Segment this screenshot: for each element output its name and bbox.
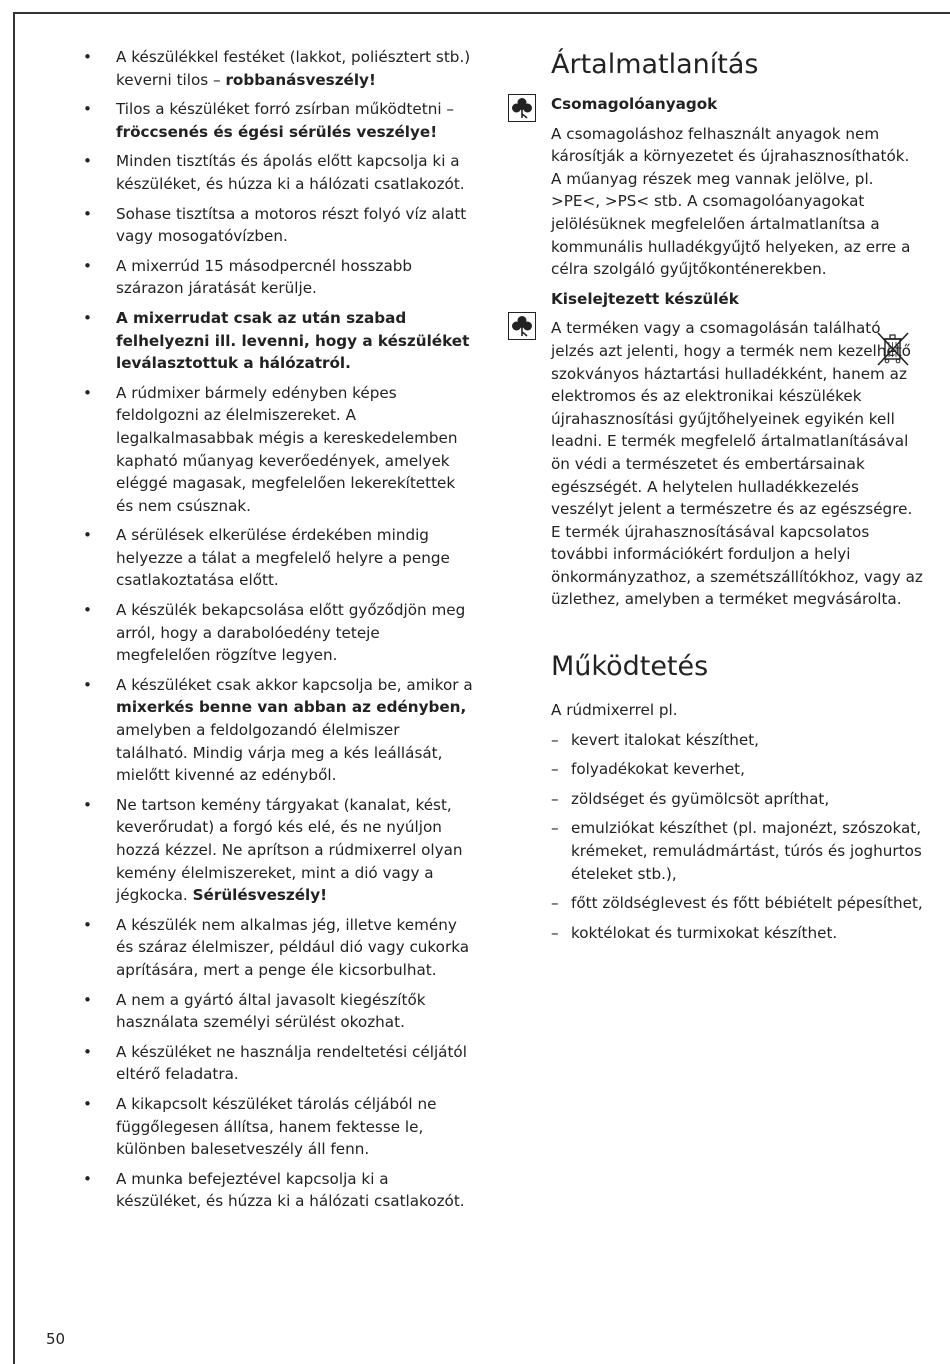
operation-item-text: főtt zöldséglevest és főtt bébiételt pépesíthet, <box>571 894 923 913</box>
list-item <box>80 150 475 195</box>
right-column <box>551 46 923 951</box>
bullet-marker: • <box>83 1094 92 1113</box>
bullet-marker: • <box>83 204 92 223</box>
list-item <box>80 307 475 375</box>
page-border-left <box>13 12 15 1364</box>
list-item <box>551 758 923 781</box>
dash-marker: – <box>551 894 559 913</box>
packaging-paragraph: A csomagoláshoz felhasznált anyagok nem károsítják a környezetet és újrahasznosíthatók. A műanyag részek meg vannak jelölve, pl. >PE<, >PS< stb. A csomagolóanyagokat jelölésüknek megfelelően ártalmatlanítsa a kommunális hulladékgyűjtő helyeken, az erre a célra szolgáló gyűjtőkonténerekben. <box>551 124 911 279</box>
operation-item-text: zöldséget és gyümölcsöt apríthat, <box>571 789 830 808</box>
discarded-device-subheading: Kiselejtezett készülék <box>551 289 739 308</box>
instruction-text: Ne tartson kemény tárgyakat (kanalat, kést, keverőrudat) a forgó kés elé, és ne nyúljon hozzá kézzel. Ne aprítson a rúdmixerrel olyan kemény élelmiszereket, mint a dió vagy a jégkocka. <box>116 795 463 905</box>
bullet-marker: • <box>83 526 92 545</box>
dash-marker: – <box>551 760 559 779</box>
list-item <box>80 255 475 300</box>
operation-list <box>551 729 923 945</box>
operation-item-text: emulziókat készíthet (pl. majonézt, szószokat, krémeket, remuládmártást, túrós és joghurtos ételeket stb.), <box>571 819 922 883</box>
bullet-marker: • <box>83 100 92 119</box>
dash-marker: – <box>551 923 559 942</box>
list-item <box>551 817 923 885</box>
instruction-text: A rúdmixer bármely edényben képes feldolgozni az élelmiszereket. A legalkalmasabbak mégis a kereskedelemben kapható műanyag keverőedények, amelyek eléggé magasak, megfelelően lekerekítettek és nem csúsznak. <box>116 383 458 515</box>
dash-marker: – <box>551 819 559 838</box>
packaging-subheading: Csomagolóanyagok <box>551 95 718 113</box>
instruction-text: A kikapcsolt készüléket tárolás céljából ne függőlegesen állítsa, hanem fektesse le, különben balesetveszély áll fenn. <box>116 1094 437 1159</box>
list-item <box>80 989 475 1034</box>
instruction-text: Minden tisztítás és ápolás előtt kapcsolja ki a készüléket, és húzza ki a hálózati csatlakozót. <box>116 152 465 193</box>
list-item <box>551 729 923 752</box>
bullet-marker: • <box>83 1042 92 1061</box>
warning-text: Sérülésveszély! <box>192 886 328 905</box>
instruction-text: A készülék nem alkalmas jég, illetve kemény és száraz élelmiszer, például dió vagy cukorka aprítására, mert a penge éle kicsorbulhat. <box>116 915 470 979</box>
bullet-marker: • <box>83 1169 92 1188</box>
bullet-marker: • <box>83 990 92 1009</box>
operation-heading: Működtetés <box>551 651 709 683</box>
instruction-text: Tilos a készüléket forró zsírban működtetni – <box>116 100 454 119</box>
instruction-text: A készüléket csak akkor kapcsolja be, amikor a <box>116 675 473 694</box>
dash-marker: – <box>551 730 559 749</box>
warning-text: robbanásveszély! <box>225 70 376 89</box>
disposal-heading: Ártalmatlanítás <box>551 49 759 80</box>
instruction-text: A sérülések elkerülése érdekében mindig helyezze a tálat a megfelelő helyre a penge csatlakoztatása előtt. <box>116 526 450 590</box>
instruction-text: A munka befejeztével kapcsolja ki a készüléket, és húzza ki a hálózati csatlakozót. <box>116 1169 465 1211</box>
bullet-marker: • <box>83 675 92 694</box>
operation-item-text: kevert italokat készíthet, <box>571 730 759 749</box>
page-border-top <box>13 12 950 14</box>
clover-icon <box>508 312 536 340</box>
operation-intro: A rúdmixerrel pl. <box>551 701 678 720</box>
safety-instructions-column <box>80 46 475 1220</box>
list-item <box>80 524 475 592</box>
warning-text: mixerkés benne van abban az edényben, <box>116 698 467 717</box>
list-item <box>551 788 923 811</box>
instruction-text: amelyben a feldolgozandó élelmiszer található. Mindig várja meg a kés leállását, mielőtt kivenné az edényből. <box>116 721 443 785</box>
instruction-text: A nem a gyártó által javasolt kiegészítők használata személyi sérülést okozhat. <box>116 990 426 1032</box>
instruction-text: Sohase tisztítsa a motoros részt folyó víz alatt vagy mosogatóvízben. <box>116 204 467 246</box>
bullet-marker: • <box>83 795 92 814</box>
safety-bullet-list <box>80 46 475 1213</box>
list-item <box>80 203 475 248</box>
list-item <box>80 98 475 143</box>
operation-item-text: koktélokat és turmixokat készíthet. <box>571 923 838 942</box>
clover-icon <box>508 94 536 122</box>
instruction-text: A készülékkel festéket (lakkot, poliésztert stb.) keverni tilos – <box>116 48 471 89</box>
bullet-marker: • <box>83 308 92 327</box>
list-item <box>80 46 475 91</box>
list-item <box>80 1041 475 1086</box>
list-item <box>80 599 475 667</box>
warning-text: A mixerrudat csak az után szabad felhelyezni ill. levenni, hogy a készüléket leválasztottuk a hálózatról. <box>116 308 470 373</box>
bullet-marker: • <box>83 915 92 934</box>
bullet-marker: • <box>83 48 92 66</box>
warning-text: fröccsenés és égési sérülés veszélye! <box>116 122 438 141</box>
list-item <box>80 794 475 907</box>
list-item <box>551 922 923 945</box>
list-item <box>80 914 475 982</box>
list-item <box>80 382 475 518</box>
bullet-marker: • <box>83 601 92 620</box>
bullet-marker: • <box>83 256 92 275</box>
list-item <box>80 674 475 787</box>
instruction-text: A készüléket ne használja rendeltetési céljától eltérő feladatra. <box>116 1042 467 1084</box>
dash-marker: – <box>551 789 559 808</box>
operation-item-text: folyadékokat keverhet, <box>571 760 745 779</box>
list-item <box>551 892 923 915</box>
list-item <box>80 1093 475 1161</box>
list-item <box>80 1168 475 1213</box>
bullet-marker: • <box>83 152 92 171</box>
page-number: 50 <box>46 1330 66 1348</box>
bullet-marker: • <box>83 383 92 402</box>
instruction-text: A készülék bekapcsolása előtt győződjön meg arról, hogy a darabolóedény teteje megfelelően rögzítve legyen. <box>116 601 466 665</box>
instruction-text: A mixerrúd 15 másodpercnél hosszabb szárazon járatását kerülje. <box>116 256 413 298</box>
discarded-device-paragraph: A terméken vagy a csomagolásán található jelzés azt jelenti, hogy a termék nem kezelhető szokványos háztartási hulladékként, hanem az elektromos és az elektronikai készülékek újrahasznosítási gyűjtőhelyeinek egyikén kell leadni. E termék megfelelő ártalmatlanításával ön védi a természetet és embertársainak egészségét. A helytelen hulladékkezelés veszélyt jelent a természetre és az egészségre. E termék újrahasznosításával kapcsolatos további információkért forduljon a helyi önkormányzathoz, a szemétszállítókhoz, vagy az üzlethez, amelyben a terméket megvásárolta. <box>551 319 923 609</box>
